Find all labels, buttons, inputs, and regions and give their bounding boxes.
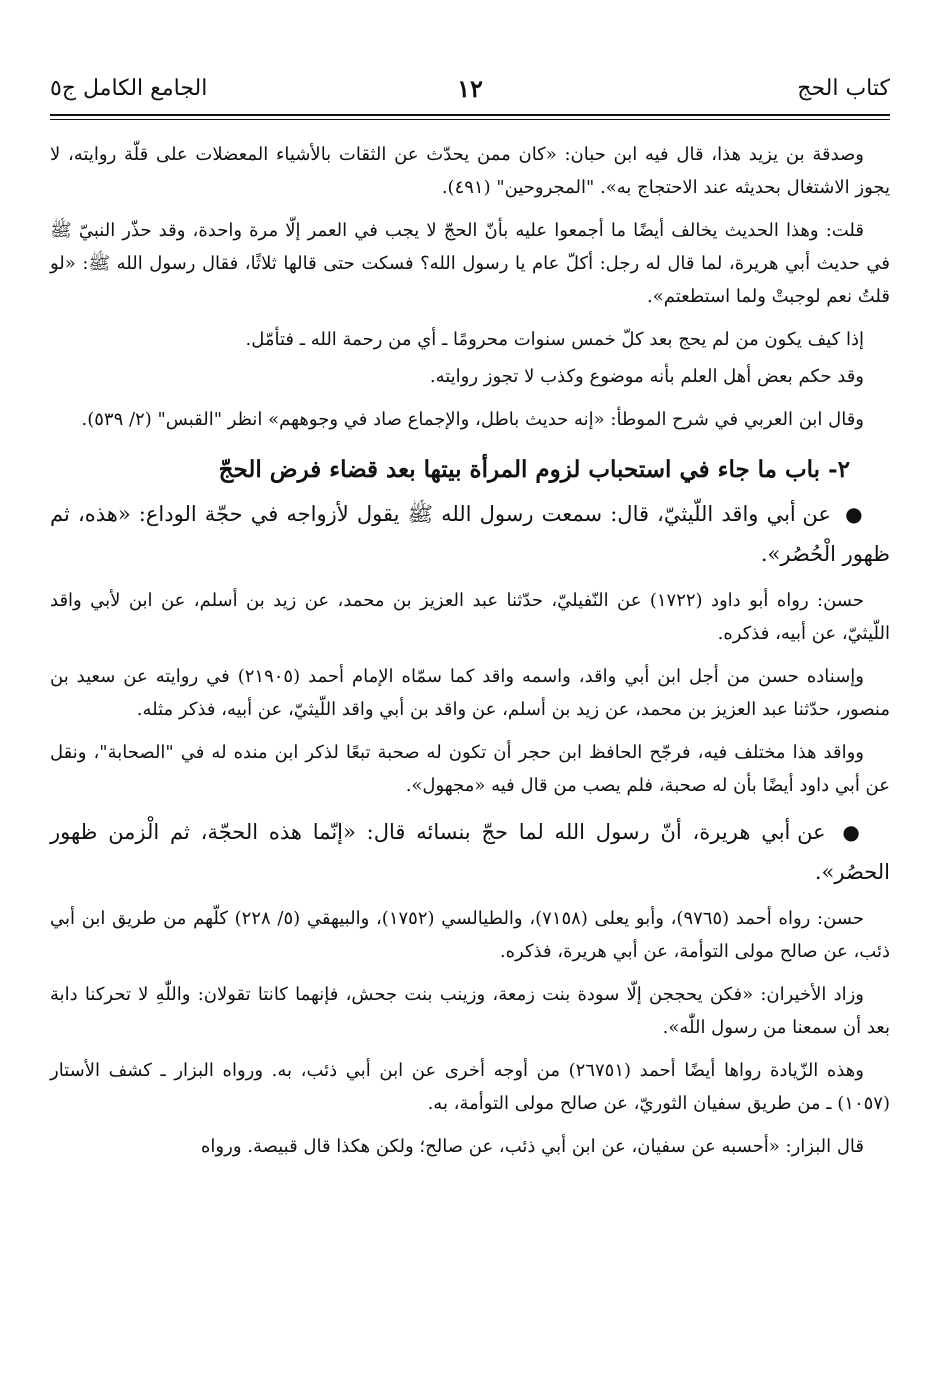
running-title-left: الجامع الكامل ج٥	[50, 76, 208, 101]
paragraph-bazzar-2: قال البزار: «أحسبه عن سفيان، عن ابن أبي ذئب، عن صالح؛ ولكن هكذا قال قبيصة. ورواه	[201, 1136, 864, 1157]
hadith-text: عن أبي واقد اللّيثيّ، قال: سمعت رسول الله ﷺ يقول لأزواجه في حجّة الوداع: «هذه، ثم ظهور الْحُصُر».	[50, 502, 890, 566]
bullet-icon: ●	[845, 502, 864, 526]
page-number: ١٢	[457, 74, 483, 103]
page-body	[50, 138, 890, 1173]
page-header	[50, 70, 890, 114]
paragraph-takhrij-1: حسن: رواه أبو داود (١٧٢٢) عن النّفيليّ، حدّثنا عبد العزيز بن محمد، عن زيد بن أسلم، عن ابن لأبي واقد اللّيثيّ، عن أبيه، فذكره.	[50, 590, 890, 644]
header-rule-thin	[50, 119, 890, 120]
paragraph-hukm: وقد حكم بعض أهل العلم بأنه موضوع وكذب لا تجوز روايته.	[429, 366, 864, 387]
section-heading: ٢- باب ما جاء في استحباب لزوم المرأة بيتها بعد قضاء فرض الحجّ	[218, 456, 850, 483]
running-title-right: كتاب الحج	[797, 76, 890, 101]
paragraph-ziyada: وزاد الأخيران: «فكن يحججن إلّا سودة بنت زمعة، وزينب بنت جحش، فإنهما كانتا تقولان: واللّٰهِ لا تحركنا دابة بعد أن سمعنا من رسول اللّٰه».	[50, 984, 890, 1038]
hadith-abu-hurayra	[50, 812, 890, 892]
paragraph-takhrij-2: حسن: رواه أحمد (٩٧٦٥)، وأبو يعلى (٧١٥٨)، والطيالسي (١٧٥٢)، والبيهقي (٥/ ٢٢٨) كلّهم من طريق ابن أبي ذئب، عن صالح مولى التوأمة، عن أبي هريرة، فذكره.	[50, 908, 890, 962]
paragraph-bazzar-1: وهذه الزّيادة رواها أيضًا أحمد (٢٦٧٥١) من أوجه أخرى عن ابن أبي ذئب، به. ورواه البزار ـ كشف الأستار (١٠٥٧) ـ من طريق سفيان الثوريّ، عن صالح مولى التوأمة، به.	[50, 1060, 890, 1114]
hadith-text: عن أبي هريرة، أنّ رسول الله لما حجّ بنسائه قال: «إنّما هذه الحجّة، ثم الْزمن ظهور الحصُر».	[50, 820, 890, 884]
paragraph-isnad: وإسناده حسن من أجل ابن أبي واقد، واسمه واقد كما سمّاه الإمام أحمد (٢١٩٠٥) في روايته عن سعيد بن منصور، حدّثنا عبد العزيز بن محمد، عن زيد بن أسلم، عن واقد بن أبي واقد اللّيثيّ، عن أبيه، فذكر مثله.	[50, 666, 890, 720]
header-rule-thick	[50, 114, 890, 116]
paragraph-waqid: وواقد هذا مختلف فيه، فرجّح الحافظ ابن حجر أن تكون له صحبة تبعًا لذكر ابن منده له في "الصحابة"، ونقل عن أبي داود أيضًا بأن له صحبة، فلم يصب من قال فيه «مجهول».	[50, 742, 890, 796]
paragraph-idhan: إذا كيف يكون من لم يحج بعد كلّ خمس سنوات محرومًا ـ أي من رحمة الله ـ فتأمّل.	[245, 329, 864, 350]
paragraph-sadaqa: وصدقة بن يزيد هذا، قال فيه ابن حبان: «كان ممن يحدّث عن الثقات بالأشياء المعضلات على قلّة روايته، لا يجوز الاشتغال بحديثه عند الاحتجاج به». "المجروحين" (٤٩١).	[50, 144, 890, 198]
hadith-abu-waqid	[50, 494, 890, 574]
bullet-icon: ●	[842, 820, 864, 844]
paragraph-ibn-arabi: وقال ابن العربي في شرح الموطأ: «إنه حديث باطل، والإجماع صاد في وجوههم» انظر "القبس" (٢/ ٥٣٩).	[81, 409, 864, 430]
paragraph-qultu: قلت: وهذا الحديث يخالف أيضًا ما أجمعوا عليه بأنّ الحجّ لا يجب في العمر إلّا مرة واحدة، وقد حذّر النبيّ ﷺ في حديث أبي هريرة، لما قال له رجل: أكلّ عام يا رسول الله؟ فسكت حتى قالها ثلاثًا، فقال رسول الله ﷺ: «لو قلتُ نعم لوجبتْ ولما استطعتم».	[50, 220, 890, 307]
